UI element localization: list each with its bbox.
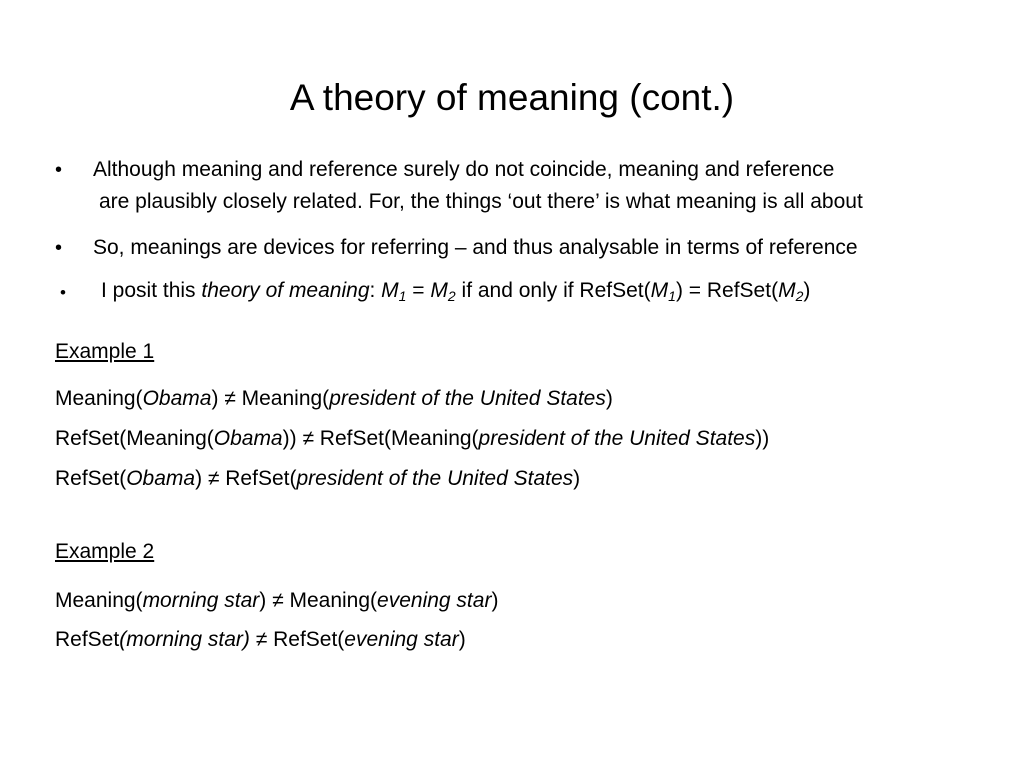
var-m: M: [430, 279, 448, 302]
var-m: M: [381, 279, 399, 302]
bullet-3-italic: theory of meaning: [201, 279, 370, 302]
text: ): [458, 628, 466, 651]
var-m: M: [650, 279, 669, 302]
italic-text: Obama: [142, 387, 212, 410]
italic-text: (morning star) ≠: [119, 628, 274, 651]
bullet-3: [101, 277, 810, 305]
italic-text: evening star: [344, 628, 459, 651]
text: RefSet(Meaning(: [55, 427, 214, 450]
slide-title: A theory of meaning (cont.): [289, 77, 735, 118]
subscript: 1: [398, 288, 407, 304]
italic-text: evening star: [377, 589, 492, 612]
text: )) ≠ RefSet(Meaning(: [282, 427, 479, 450]
var-m: M: [778, 279, 796, 302]
text: ) ≠ Meaning(: [211, 387, 330, 410]
example-2-line-1: [55, 587, 498, 615]
subscript: 2: [447, 288, 456, 304]
text: RefSet: [55, 628, 120, 651]
italic-text: president of the United States: [329, 387, 606, 410]
italic-text: Obama: [126, 467, 196, 490]
text: ): [491, 589, 499, 612]
text: )): [755, 427, 770, 450]
bullet-3-text: if and only if RefSet(: [455, 279, 651, 302]
bullet-1-line-1: Although meaning and reference surely do not coincide, meaning and reference: [93, 158, 835, 181]
italic-text: president of the United States: [296, 467, 574, 490]
bullet-marker: •: [55, 237, 63, 259]
example-1-heading: Example 1: [55, 340, 155, 363]
text: RefSet(: [273, 628, 345, 651]
italic-text: president of the United States: [478, 427, 756, 450]
example-2-line-2: [55, 626, 466, 654]
example-2-heading: Example 2: [55, 540, 155, 563]
subscript: 1: [668, 288, 676, 304]
equals: =: [406, 279, 431, 302]
text: Meaning(: [55, 387, 143, 410]
bullet-2: [93, 234, 858, 262]
example-1-line-3: [55, 465, 580, 493]
text: RefSet(: [55, 467, 127, 490]
subscript: 2: [795, 288, 804, 304]
bullet-1: [93, 156, 834, 184]
text: ) ≠ Meaning(: [259, 589, 378, 612]
italic-text: morning star: [142, 589, 260, 612]
italic-text: Obama: [213, 427, 283, 450]
text: Meaning(: [55, 589, 143, 612]
text: ): [605, 387, 613, 410]
bullet-1-continuation: [99, 188, 863, 216]
bullet-1-line-2: are plausibly closely related. For, the things ‘out there’ is what meaning is all about: [99, 190, 863, 213]
bullet-3-text: ): [803, 279, 811, 302]
bullet-3-text: ) = RefSet(: [675, 279, 779, 302]
text: ) ≠ RefSet(: [195, 467, 297, 490]
bullet-2-line-1: So, meanings are devices for referring – and thus analysable in terms of reference: [93, 236, 858, 259]
example-1-line-2: [55, 425, 769, 453]
example-1-line-1: [55, 385, 613, 413]
bullet-marker: •: [55, 159, 63, 181]
bullet-3-colon: :: [369, 279, 382, 302]
bullet-3-text: I posit this: [101, 279, 202, 302]
text: ): [573, 467, 581, 490]
bullet-marker: •: [60, 283, 66, 302]
